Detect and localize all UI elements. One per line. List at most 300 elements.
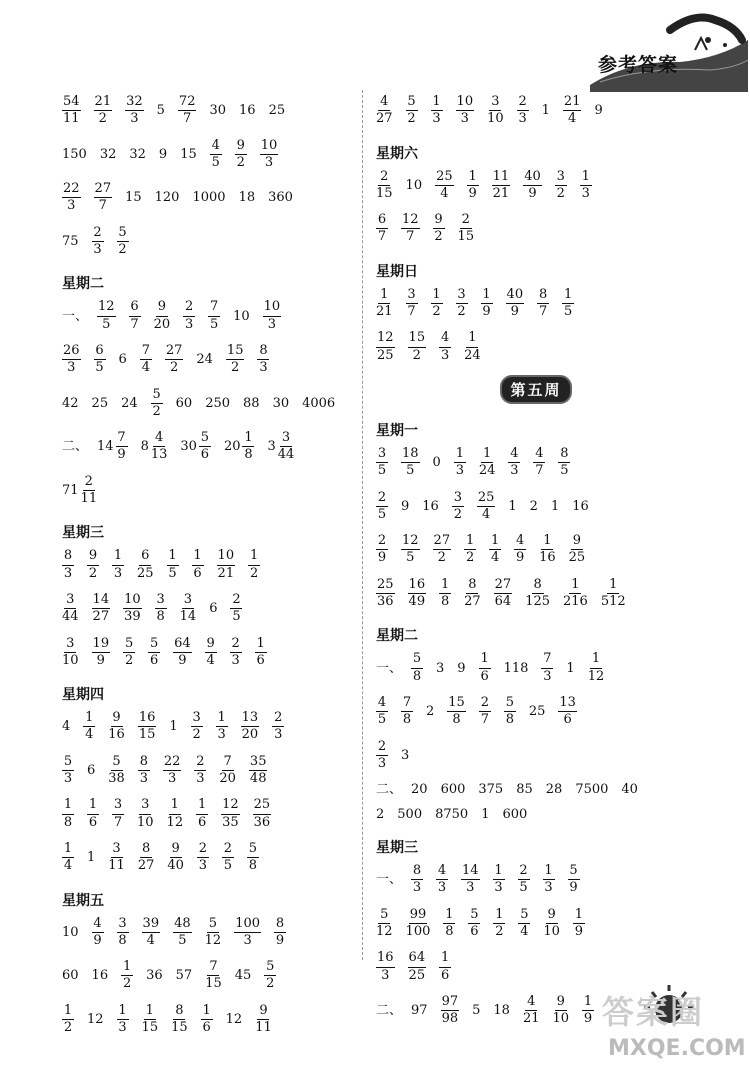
numerator: 3 — [555, 170, 567, 186]
denominator: 5 — [232, 609, 241, 625]
answer-row — [62, 344, 352, 376]
number: 360 — [268, 190, 293, 206]
number: 57 — [175, 968, 193, 984]
fraction — [464, 534, 476, 566]
day-heading: 星期四 — [62, 687, 104, 704]
fraction — [148, 637, 160, 669]
fraction — [230, 593, 242, 625]
fraction — [137, 549, 154, 581]
denominator: 27 — [137, 858, 155, 874]
denominator: 6 — [256, 652, 265, 668]
denominator: 2 — [465, 550, 475, 566]
fraction — [493, 864, 505, 896]
fraction — [173, 637, 192, 669]
section-prefix: 一、 — [376, 872, 403, 888]
denominator: 8 — [118, 932, 127, 948]
denominator: 4 — [206, 652, 215, 668]
denominator: 44 — [277, 447, 295, 463]
denominator: 12 — [587, 668, 605, 684]
number: 10 — [405, 177, 423, 193]
denominator: 3 — [113, 565, 123, 581]
fraction — [142, 917, 161, 949]
number: 8750 — [435, 807, 469, 823]
fraction — [123, 593, 142, 625]
denominator: 10 — [137, 814, 154, 830]
number: 16 — [239, 103, 256, 119]
numerator: 3 — [191, 711, 203, 727]
numerator: 1 — [112, 549, 124, 565]
fraction — [62, 593, 79, 625]
denominator: 12 — [166, 814, 184, 830]
watermark — [594, 981, 744, 1061]
fraction — [376, 951, 395, 983]
answer-row — [376, 331, 696, 363]
fraction — [601, 578, 626, 610]
fraction — [247, 842, 259, 874]
numerator: 1 — [590, 652, 602, 668]
numerator: 5 — [568, 864, 580, 880]
fraction — [376, 578, 395, 610]
fraction — [479, 696, 491, 728]
denominator: 3 — [63, 565, 73, 581]
whole-part: 20 — [223, 439, 241, 455]
fraction — [563, 578, 588, 610]
fraction — [376, 213, 388, 245]
number: 4 — [62, 719, 71, 735]
fraction — [167, 798, 184, 830]
whole-part: 71 — [62, 483, 79, 499]
numerator: 2 — [479, 696, 491, 712]
numerator: 8 — [62, 549, 74, 565]
numerator: 1 — [431, 288, 443, 304]
denominator: 15 — [205, 976, 222, 992]
section-prefix: 二、 — [376, 782, 403, 798]
numerator: 12 — [221, 798, 240, 814]
denominator: 40 — [167, 858, 184, 874]
denominator: 25 — [568, 550, 586, 566]
number: 24 — [196, 352, 213, 368]
answer-row — [62, 1004, 352, 1036]
fraction — [191, 711, 203, 743]
fraction — [456, 95, 475, 127]
denominator: 3 — [494, 880, 503, 896]
numerator: 9 — [111, 711, 123, 727]
denominator: 6 — [88, 814, 98, 830]
numerator: 5 — [411, 652, 423, 668]
denominator: 8 — [248, 858, 258, 874]
fraction — [165, 344, 184, 376]
fraction — [479, 447, 496, 479]
fraction — [260, 139, 279, 171]
numerator: 1 — [573, 908, 585, 924]
number: 250 — [205, 395, 231, 411]
numerator: 1 — [167, 549, 179, 565]
numerator: 8 — [537, 288, 549, 304]
numerator: 4 — [92, 917, 104, 933]
denominator: 3 — [167, 771, 177, 787]
denominator: 6 — [200, 447, 210, 463]
fraction — [588, 652, 605, 684]
numerator: 7 — [207, 960, 219, 976]
numerator: 4 — [525, 995, 537, 1011]
fraction — [401, 534, 420, 566]
fraction — [92, 593, 111, 625]
denominator: 3 — [377, 755, 387, 771]
number: 28 — [545, 782, 563, 798]
fraction — [431, 288, 443, 320]
numerator: 54 — [62, 95, 81, 111]
numerator: 8 — [411, 864, 423, 880]
denominator: 20 — [153, 316, 171, 332]
denominator: 25 — [137, 565, 154, 581]
whole-part: 14 — [97, 439, 114, 455]
fraction — [219, 755, 236, 787]
denominator: 5 — [178, 932, 187, 948]
fraction — [506, 288, 525, 320]
day-heading: 星期五 — [62, 892, 104, 909]
fraction — [376, 534, 388, 566]
denominator: 2 — [124, 652, 134, 668]
number: 375 — [478, 782, 504, 798]
numerator: 12 — [401, 534, 420, 550]
denominator: 5 — [406, 463, 415, 479]
fraction — [558, 447, 570, 479]
fraction — [582, 995, 594, 1027]
numerator: 1 — [242, 431, 254, 447]
denominator: 4 — [440, 185, 449, 201]
numerator: 48 — [173, 917, 192, 933]
denominator: 3 — [259, 360, 268, 376]
fraction — [222, 842, 234, 874]
denominator: 3 — [274, 727, 283, 743]
fraction — [180, 593, 197, 625]
numerator: 99 — [409, 908, 428, 924]
column-divider — [362, 90, 363, 960]
numerator: 12 — [376, 331, 395, 347]
fraction — [221, 798, 240, 830]
number: 36 — [146, 968, 163, 984]
fraction — [458, 213, 475, 245]
fraction — [62, 1004, 74, 1036]
numerator: 5 — [406, 95, 418, 111]
fraction — [81, 475, 98, 507]
numerator: 6 — [376, 213, 388, 229]
denominator: 4 — [481, 506, 491, 522]
number: 75 — [62, 234, 79, 250]
number: 15 — [125, 190, 142, 206]
numerator: 5 — [199, 431, 211, 447]
fraction — [464, 578, 481, 610]
numerator: 39 — [142, 917, 161, 933]
numerator: 64 — [408, 951, 427, 967]
fraction — [487, 95, 504, 127]
denominator: 15 — [171, 1019, 188, 1035]
fraction — [439, 331, 451, 363]
numerator: 8 — [138, 755, 150, 771]
denominator: 3 — [139, 771, 148, 787]
denominator: 2 — [457, 304, 466, 320]
section-prefix: 一、 — [62, 308, 89, 324]
denominator: 2 — [152, 403, 161, 419]
numerator: 2 — [83, 475, 95, 491]
fraction — [87, 549, 99, 581]
denominator: 7 — [377, 229, 387, 245]
denominator: 5 — [377, 712, 387, 728]
numerator: 5 — [247, 842, 259, 858]
denominator: 3 — [267, 316, 277, 332]
denominator: 2 — [453, 506, 462, 522]
fraction — [196, 798, 208, 830]
numerator: 2 — [183, 300, 195, 316]
fraction — [62, 95, 81, 127]
numerator: 1 — [378, 288, 390, 304]
fraction — [137, 798, 154, 830]
numerator: 10 — [123, 593, 142, 609]
fraction — [493, 908, 505, 940]
fraction — [555, 170, 567, 202]
fraction — [468, 908, 480, 940]
fraction — [151, 431, 168, 463]
denominator: 10 — [62, 652, 79, 668]
numerator: 97 — [441, 995, 460, 1011]
answer-row — [62, 139, 352, 171]
number: 18 — [238, 190, 256, 206]
numerator: 100 — [234, 917, 261, 933]
number: 16 — [422, 498, 439, 514]
denominator: 3 — [510, 463, 519, 479]
numerator: 27 — [494, 578, 513, 594]
numerator: 2 — [376, 740, 388, 756]
numerator: 2 — [230, 637, 242, 653]
day-heading: 星期日 — [376, 263, 418, 280]
denominator: 4 — [568, 111, 577, 127]
denominator: 7 — [480, 712, 489, 728]
denominator: 9 — [482, 304, 491, 320]
numerator: 27 — [433, 534, 452, 550]
numerator: 7 — [116, 431, 128, 447]
denominator: 36 — [377, 594, 394, 610]
numerator: 22 — [62, 182, 81, 198]
denominator: 3 — [63, 771, 73, 787]
denominator: 11 — [255, 1019, 272, 1035]
fraction — [539, 534, 556, 566]
fraction — [508, 447, 520, 479]
number: 60 — [175, 395, 193, 411]
number: 15 — [180, 146, 197, 162]
denominator: 2 — [407, 111, 416, 127]
denominator: 5 — [102, 316, 111, 332]
numerator: 1 — [196, 798, 208, 814]
fraction — [573, 908, 585, 940]
numerator: 1 — [541, 534, 553, 550]
numerator: 22 — [163, 755, 182, 771]
numerator: 16 — [408, 578, 427, 594]
answer-row — [376, 652, 696, 684]
fraction — [121, 960, 133, 992]
numerator: 10 — [456, 95, 475, 111]
numerator: 1 — [201, 1004, 213, 1020]
denominator: 36 — [253, 814, 271, 830]
number: 6 — [118, 352, 127, 368]
fraction — [138, 755, 150, 787]
denominator: 9 — [377, 550, 387, 566]
numerator: 5 — [111, 755, 123, 771]
number: 1000 — [192, 190, 226, 206]
numerator: 1 — [493, 908, 505, 924]
numerator: 8 — [466, 578, 478, 594]
fraction — [411, 652, 423, 684]
denominator: 6 — [149, 652, 159, 668]
number: 10 — [62, 924, 79, 940]
mixed-number — [62, 475, 97, 507]
number: 500 — [397, 807, 423, 823]
fraction — [433, 534, 452, 566]
denominator: 20 — [219, 771, 236, 787]
answer-row — [62, 431, 352, 463]
fraction — [167, 549, 179, 581]
fraction — [514, 534, 526, 566]
denominator: 8 — [440, 594, 450, 610]
answer-row — [62, 475, 352, 507]
answer-row — [376, 213, 696, 245]
number: 97 — [411, 1003, 428, 1019]
numerator: 18 — [401, 447, 420, 463]
numerator: 32 — [125, 95, 144, 111]
numerator: 5 — [518, 908, 530, 924]
fraction — [376, 447, 388, 479]
denominator: 100 — [405, 924, 431, 940]
numerator: 3 — [139, 798, 151, 814]
numerator: 13 — [241, 711, 260, 727]
numerator: 8 — [532, 578, 544, 594]
denominator: 9 — [528, 185, 537, 201]
fraction — [167, 842, 184, 874]
denominator: 3 — [581, 185, 590, 201]
fraction — [171, 1004, 188, 1036]
denominator: 4 — [63, 858, 73, 874]
day-heading: 星期二 — [62, 276, 104, 293]
denominator: 3 — [440, 347, 450, 363]
fraction — [92, 637, 111, 669]
fraction — [541, 652, 553, 684]
fraction — [441, 995, 460, 1027]
fraction — [376, 696, 388, 728]
number: 1 — [169, 719, 178, 735]
mixed-number — [267, 431, 294, 463]
denominator: 7 — [113, 814, 123, 830]
number: 2 — [529, 498, 538, 514]
denominator: 9 — [574, 924, 584, 940]
number: 32 — [129, 146, 146, 162]
denominator: 48 — [249, 771, 267, 787]
fraction — [494, 578, 513, 610]
denominator: 7 — [535, 463, 544, 479]
number: 3 — [436, 660, 445, 676]
fraction — [376, 95, 393, 127]
numerator: 8 — [558, 447, 570, 463]
denominator: 2 — [556, 185, 565, 201]
fraction — [552, 995, 569, 1027]
denominator: 2 — [231, 360, 240, 376]
numerator: 7 — [208, 300, 220, 316]
fraction — [94, 182, 113, 214]
denominator: 27 — [464, 594, 481, 610]
denominator: 216 — [563, 594, 588, 610]
denominator: 3 — [196, 771, 205, 787]
number: 4006 — [302, 395, 336, 411]
numerator: 26 — [62, 344, 81, 360]
denominator: 7 — [130, 316, 139, 332]
denominator: 2 — [412, 347, 421, 363]
denominator: 15 — [141, 1019, 159, 1035]
numerator: 25 — [435, 170, 454, 186]
denominator: 7 — [406, 229, 415, 245]
fraction — [163, 755, 182, 787]
denominator: 24 — [464, 347, 481, 363]
fraction — [199, 431, 211, 463]
fraction — [518, 864, 530, 896]
numerator: 1 — [467, 170, 479, 186]
fraction — [563, 95, 582, 127]
number: 1 — [508, 498, 517, 514]
denominator: 44 — [62, 609, 79, 625]
numerator: 2 — [222, 842, 234, 858]
numerator: 1 — [543, 864, 555, 880]
denominator: 10 — [552, 1011, 570, 1027]
denominator: 2 — [98, 111, 107, 127]
number: 3 — [401, 747, 410, 763]
numerator: 11 — [492, 170, 511, 186]
fraction — [194, 755, 206, 787]
numerator: 2 — [230, 593, 242, 609]
number: 18 — [493, 1003, 510, 1019]
numerator: 1 — [255, 637, 267, 653]
denominator: 9 — [93, 932, 102, 948]
denominator: 6 — [197, 814, 207, 830]
denominator: 8 — [63, 814, 73, 830]
fraction — [253, 798, 272, 830]
numerator: 8 — [257, 344, 269, 360]
section-prefix: 二、 — [376, 1003, 403, 1019]
numerator: 3 — [456, 288, 468, 304]
denominator: 9 — [117, 447, 126, 463]
fraction — [479, 652, 491, 684]
numerator: 4 — [508, 447, 520, 463]
answer-row — [376, 95, 696, 127]
fraction — [92, 917, 104, 949]
numerator: 10 — [260, 139, 279, 155]
numerator: 1 — [466, 331, 478, 347]
denominator: 9 — [468, 185, 477, 201]
denominator: 2 — [495, 924, 504, 940]
fraction — [129, 300, 141, 332]
denominator: 2 — [63, 1019, 73, 1035]
number: 20 — [411, 782, 428, 798]
number: 9 — [457, 660, 466, 676]
numerator: 1 — [87, 798, 99, 814]
denominator: 35 — [222, 814, 239, 830]
denominator: 3 — [93, 242, 102, 258]
denominator: 5 — [377, 506, 387, 522]
denominator: 2 — [266, 976, 275, 992]
fraction — [217, 549, 236, 581]
number: 5 — [156, 103, 165, 119]
numerator: 1 — [216, 711, 228, 727]
answer-row — [376, 908, 696, 940]
answer-row — [62, 300, 352, 332]
numerator: 5 — [151, 388, 163, 404]
denominator: 21 — [492, 185, 510, 201]
